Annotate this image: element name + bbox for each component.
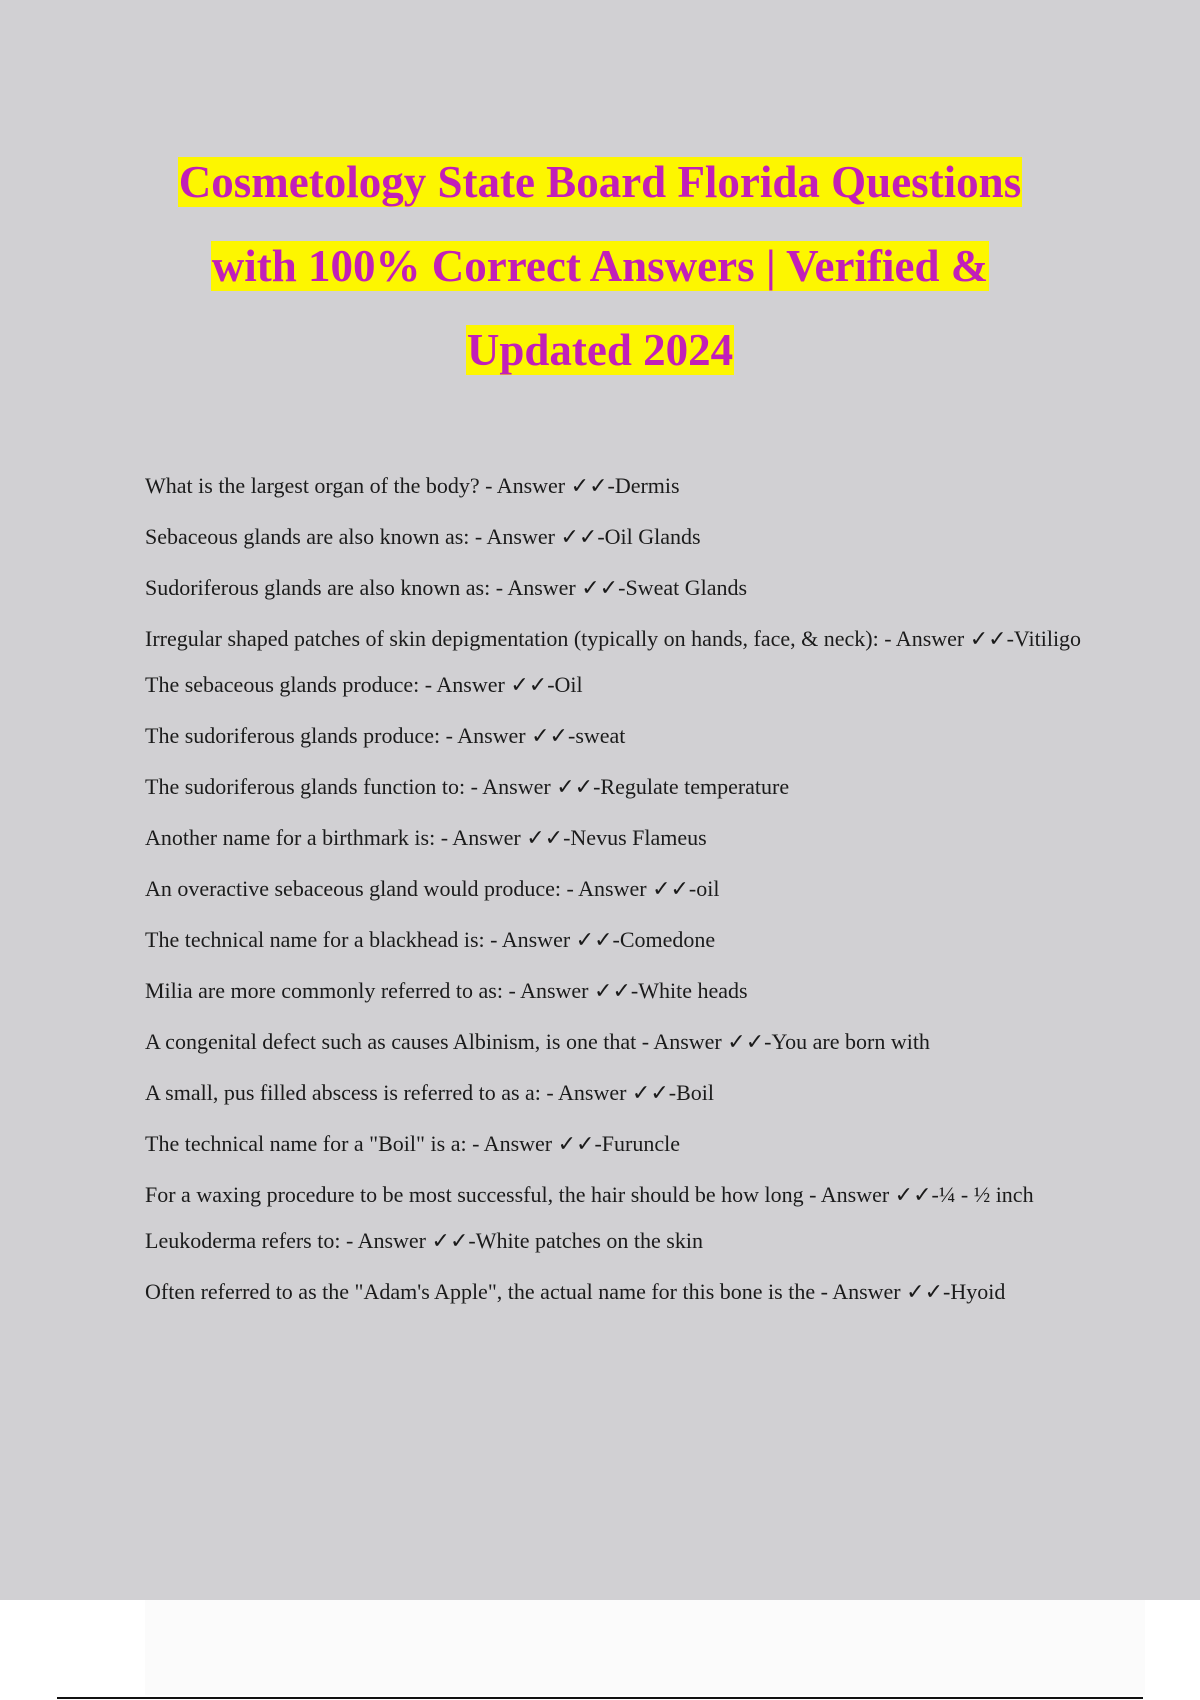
qa-item: The sudoriferous glands function to: - Answer ✓✓-Regulate temperature — [145, 774, 790, 799]
qa-item: Often referred to as the "Adam's Apple", the actual name for this bone is the - Answer ✓✓-Hyoid — [145, 1279, 1006, 1304]
qa-item: Irregular shaped patches of skin depigmentation (typically on hands, face, & neck): - Answer ✓✓-Vitiligo — [145, 626, 1082, 651]
qa-item: For a waxing procedure to be most successful, the hair should be how long - Answer ✓✓-¼ - ½ inch — [145, 1182, 1034, 1207]
page-divider — [57, 1697, 1143, 1699]
next-page-strip — [145, 1600, 1145, 1695]
qa-item: A congenital defect such as causes Albinism, is one that - Answer ✓✓-You are born with — [145, 1029, 930, 1054]
qa-item: Sudoriferous glands are also known as: - Answer ✓✓-Sweat Glands — [145, 575, 748, 600]
qa-item: The technical name for a "Boil" is a: - Answer ✓✓-Furuncle — [145, 1131, 681, 1156]
qa-item: An overactive sebaceous gland would produce: - Answer ✓✓-oil — [145, 876, 720, 901]
qa-item: What is the largest organ of the body? - Answer ✓✓-Dermis — [145, 473, 680, 498]
qa-item: A small, pus filled abscess is referred to as a: - Answer ✓✓-Boil — [145, 1080, 715, 1105]
qa-item: Milia are more commonly referred to as: - Answer ✓✓-White heads — [145, 978, 748, 1003]
document-title — [0, 140, 1200, 392]
qa-item: Another name for a birthmark is: - Answer ✓✓-Nevus Flameus — [145, 825, 707, 850]
question-answer-list — [145, 470, 1085, 1322]
title-line-1: Cosmetology State Board Florida Questions — [178, 157, 1022, 207]
qa-item: The sudoriferous glands produce: - Answer ✓✓-sweat — [145, 723, 626, 748]
title-line-3: Updated 2024 — [466, 325, 734, 375]
title-line-2: with 100% Correct Answers | Verified & — [211, 241, 989, 291]
qa-item: Leukoderma refers to: - Answer ✓✓-White patches on the skin — [145, 1228, 703, 1253]
qa-item: Sebaceous glands are also known as: - Answer ✓✓-Oil Glands — [145, 524, 701, 549]
qa-item: The sebaceous glands produce: - Answer ✓✓-Oil — [145, 672, 583, 697]
qa-item: The technical name for a blackhead is: - Answer ✓✓-Comedone — [145, 927, 716, 952]
